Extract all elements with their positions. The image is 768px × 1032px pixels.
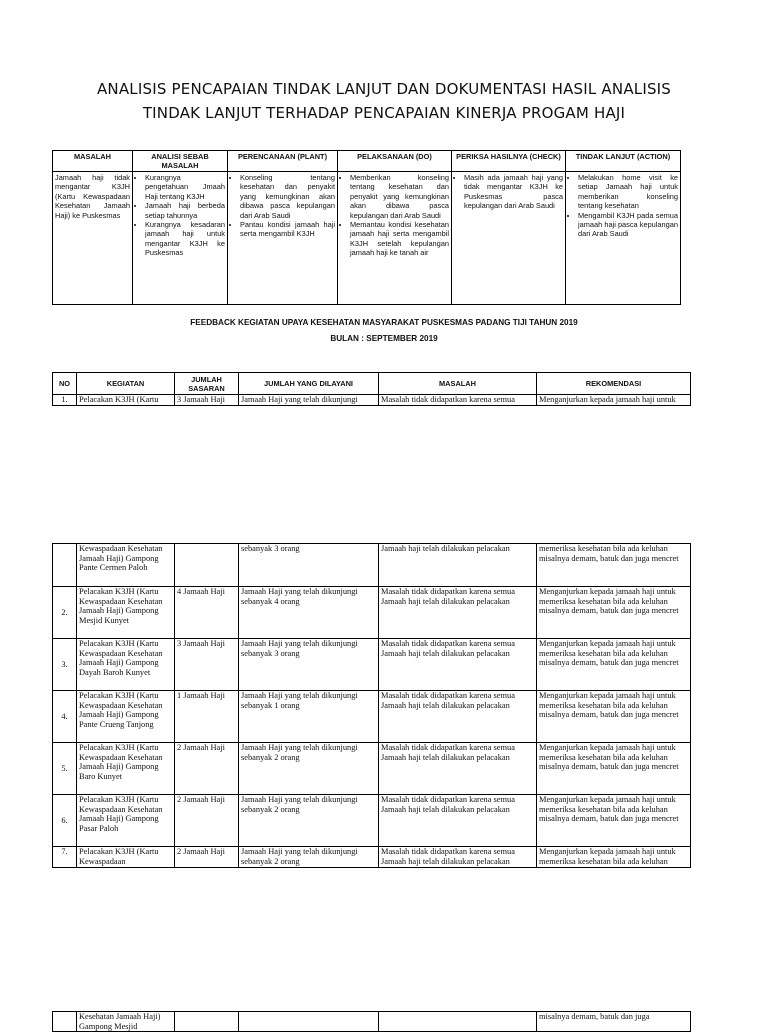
cell-pelaksanaan xyxy=(338,172,452,305)
table-row xyxy=(53,691,691,743)
list-item: • Kurangnya kesadaran jamaah haji untuk mengantar K3JH ke Puskesmas xyxy=(145,220,225,258)
list-item: • Memberikan konseling tentang kesehatan dan penyakit yang kemungkinan akan dibawa pasca kepulangan dari Arab Saudi xyxy=(350,173,449,220)
cell-kegiatan: Kewaspadaan Kesehatan Jamaah Haji) Gampong Pante Cermen Paloh xyxy=(77,544,175,587)
cell-dilayani: Jamaah Haji yang telah dikunjungi sebanyak 2 orang xyxy=(239,847,379,868)
header-kegiatan: KEGIATAN xyxy=(77,373,175,395)
list-item: • Melakukan home visit ke setiap Jamaah haji untuk memberikan konseling tentang kesehatan xyxy=(578,173,678,211)
analysis-table xyxy=(52,150,681,305)
table-row xyxy=(53,639,691,691)
cell-sasaran: 1 Jamaah Haji xyxy=(175,691,239,743)
table-row xyxy=(53,795,691,847)
cell-masalah: Masalah tidak didapatkan karena semua Jamaah haji telah dilakukan pelacakan xyxy=(379,587,537,639)
cell-rekomendasi: misalnya demam, batuk dan juga xyxy=(537,1012,691,1032)
header-masalah: MASALAH xyxy=(53,151,133,172)
list-item: • Konseling tentang kesehatan dan penyakit yang kemungkinan akan dibawa pasca kepulangan dari Arab Saudi xyxy=(240,173,335,220)
header-jumlah-dilayani: JUMLAH YANG DILAYANI xyxy=(239,373,379,395)
cell-no: 3. xyxy=(53,639,77,691)
cell-sasaran: 2 Jamaah Haji xyxy=(175,847,239,868)
cell-masalah: Masalah tidak didapatkan karena semua Jamaah haji telah dilakukan pelacakan xyxy=(379,691,537,743)
table-row xyxy=(53,544,691,587)
cell-no: 7. xyxy=(53,847,77,868)
feedback-table-part2 xyxy=(52,543,691,868)
cell-kegiatan: Kesehatan Jamaah Haji) Gampong Mesjid xyxy=(77,1012,175,1032)
cell-kegiatan: Pelacakan K3JH (Kartu Kewaspadaan Kesehatan Jamaah Haji) Gampong Pasar Paloh xyxy=(77,795,175,847)
list-item: • Jamaah haji berbeda setiap tahunnya xyxy=(145,201,225,220)
cell-dilayani: sebanyak 3 orang xyxy=(239,544,379,587)
cell-rekomendasi: Menganjurkan kepada jamaah haji untuk memeriksa kesehatan bila ada keluhan xyxy=(537,847,691,868)
cell-no: 1. xyxy=(53,395,77,406)
cell-dilayani: Jamaah Haji yang telah dikunjungi sebanyak 2 orang xyxy=(239,795,379,847)
cell-sasaran xyxy=(175,1012,239,1032)
cell-rekomendasi: Menganjurkan kepada jamaah haji untuk memeriksa kesehatan bila ada keluhan misalnya demam, batuk dan juga mencret xyxy=(537,587,691,639)
cell-masalah: Masalah tidak didapatkan karena semua xyxy=(379,395,537,406)
cell-kegiatan: Pelacakan K3JH (Kartu Kewaspadaan Kesehatan Jamaah Haji) Gampong Dayah Baroh Kunyet xyxy=(77,639,175,691)
table-row xyxy=(53,847,691,868)
document-title-line2: TINDAK LANJUT TERHADAP PENCAPAIAN KINERJA PROGAM HAJI xyxy=(142,104,626,122)
feedback-header-row xyxy=(53,373,691,395)
header-masalah: MASALAH xyxy=(379,373,537,395)
table-row xyxy=(53,743,691,795)
list-item: • Kurangnya pengetahuan Jmaah Haji tentang K3JH xyxy=(145,173,225,201)
cell-masalah xyxy=(379,1012,537,1032)
cell-kegiatan: Pelacakan K3JH (Kartu xyxy=(77,395,175,406)
cell-no: 4. xyxy=(53,691,77,743)
header-jumlah-sasaran: JUMLAH SASARAN xyxy=(175,373,239,395)
header-perencanaan: PERENCANAAN (PLANT) xyxy=(228,151,338,172)
cell-sasaran: 3 Jamaah Haji xyxy=(175,395,239,406)
cell-no xyxy=(53,544,77,587)
feedback-table-part3 xyxy=(52,1011,691,1032)
cell-sasaran: 3 Jamaah Haji xyxy=(175,639,239,691)
cell-masalah: Masalah tidak didapatkan karena semua Jamaah haji telah dilakukan pelacakan xyxy=(379,743,537,795)
cell-kegiatan: Pelacakan K3JH (Kartu Kewaspadaan Kesehatan Jamaah Haji) Gampong Mesjid Kunyet xyxy=(77,587,175,639)
cell-kegiatan: Pelacakan K3JH (Kartu Kewaspadaan Kesehatan Jamaah Haji) Gampong Pante Crueng Tanjong xyxy=(77,691,175,743)
list-item: • Pantau kondisi jamaah haji serta mengambil K3JH xyxy=(240,220,335,239)
table-row xyxy=(53,587,691,639)
cell-rekomendasi: Menganjurkan kepada jamaah haji untuk memeriksa kesehatan bila ada keluhan misalnya demam, batuk dan juga mencret xyxy=(537,743,691,795)
analysis-header-row xyxy=(53,151,681,172)
cell-sasaran: 2 Jamaah Haji xyxy=(175,795,239,847)
cell-rekomendasi: memeriksa kesehatan bila ada keluhan misalnya demam, batuk dan juga mencret xyxy=(537,544,691,587)
cell-rekomendasi: Menganjurkan kepada jamaah haji untuk memeriksa kesehatan bila ada keluhan misalnya demam, batuk dan juga mencret xyxy=(537,691,691,743)
feedback-subtitle: BULAN : SEPTEMBER 2019 xyxy=(330,334,438,343)
cell-periksa xyxy=(452,172,566,305)
cell-rekomendasi: Menganjurkan kepada jamaah haji untuk xyxy=(537,395,691,406)
cell-analisis xyxy=(133,172,228,305)
analysis-body-row xyxy=(53,172,681,305)
cell-sasaran: 2 Jamaah Haji xyxy=(175,743,239,795)
header-no: NO xyxy=(53,373,77,395)
feedback-title: FEEDBACK KEGIATAN UPAYA KESEHATAN MASYARAKAT PUSKESMAS PADANG TIJI TAHUN 2019 xyxy=(190,318,578,327)
header-pelaksanaan: PELAKSANAAN (DO) xyxy=(338,151,452,172)
header-rekomendasi: REKOMENDASI xyxy=(537,373,691,395)
cell-masalah: Jamaah haji telah dilakukan pelacakan xyxy=(379,544,537,587)
cell-dilayani xyxy=(239,1012,379,1032)
table-row xyxy=(53,1012,691,1032)
cell-dilayani: Jamaah Haji yang telah dikunjungi sebanyak 1 orang xyxy=(239,691,379,743)
table-row xyxy=(53,395,691,406)
cell-perencanaan xyxy=(228,172,338,305)
cell-no: 6. xyxy=(53,795,77,847)
cell-masalah: Masalah tidak didapatkan karena semua Jamaah haji telah dilakukan pelacakan xyxy=(379,639,537,691)
cell-dilayani: Jamaah Haji yang telah dikunjungi xyxy=(239,395,379,406)
list-item: • Mengambil K3JH pada semua jamaah haji pasca kepulangan dari Arab Saudi xyxy=(578,211,678,239)
header-periksa: PERIKSA HASILNYA (CHECK) xyxy=(452,151,566,172)
cell-no: 5. xyxy=(53,743,77,795)
feedback-table-part1 xyxy=(52,372,691,406)
document-title-line1: ANALISIS PENCAPAIAN TINDAK LANJUT DAN DOKUMENTASI HASIL ANALISIS xyxy=(96,80,672,98)
cell-no xyxy=(53,1012,77,1032)
cell-dilayani: Jamaah Haji yang telah dikunjungi sebanyak 4 orang xyxy=(239,587,379,639)
cell-sasaran xyxy=(175,544,239,587)
cell-rekomendasi: Menganjurkan kepada jamaah haji untuk memeriksa kesehatan bila ada keluhan misalnya demam, batuk dan juga mencret xyxy=(537,639,691,691)
list-item: • Memantau kondisi kesehatan jamaah haji serta mengambil K3JH setelah kepulangan jamaah haji ke tanah air xyxy=(350,220,449,258)
cell-masalah: Masalah tidak didapatkan karena semua Jamaah haji telah dilakukan pelacakan xyxy=(379,847,537,868)
cell-rekomendasi: Menganjurkan kepada jamaah haji untuk memeriksa kesehatan bila ada keluhan misalnya demam, batuk dan juga mencret xyxy=(537,795,691,847)
header-analisis: ANALISI SEBAB MASALAH xyxy=(133,151,228,172)
cell-sasaran: 4 Jamaah Haji xyxy=(175,587,239,639)
cell-masalah: Jamaah haji tidak mengantar K3JH (Kartu Kewaspadaan Kesehatan Jamaah Haji) ke Puskesmas xyxy=(53,172,133,305)
cell-tindak-lanjut xyxy=(566,172,681,305)
cell-no: 2. xyxy=(53,587,77,639)
cell-dilayani: Jamaah Haji yang telah dikunjungi sebanyak 2 orang xyxy=(239,743,379,795)
cell-dilayani: Jamaah Haji yang telah dikunjungi sebanyak 3 orang xyxy=(239,639,379,691)
cell-masalah: Masalah tidak didapatkan karena semua Jamaah haji telah dilakukan pelacakan xyxy=(379,795,537,847)
cell-kegiatan: Pelacakan K3JH (Kartu Kewaspadaan Kesehatan Jamaah Haji) Gampong Baro Kunyet xyxy=(77,743,175,795)
list-item: • Masih ada jamaah haji yang tidak mengantar K3JH ke Puskesmas pasca kepulangan dari Arab Saudi xyxy=(464,173,563,211)
cell-kegiatan: Pelacakan K3JH (Kartu Kewaspadaan xyxy=(77,847,175,868)
header-tindak-lanjut: TINDAK LANJUT (ACTION) xyxy=(566,151,681,172)
